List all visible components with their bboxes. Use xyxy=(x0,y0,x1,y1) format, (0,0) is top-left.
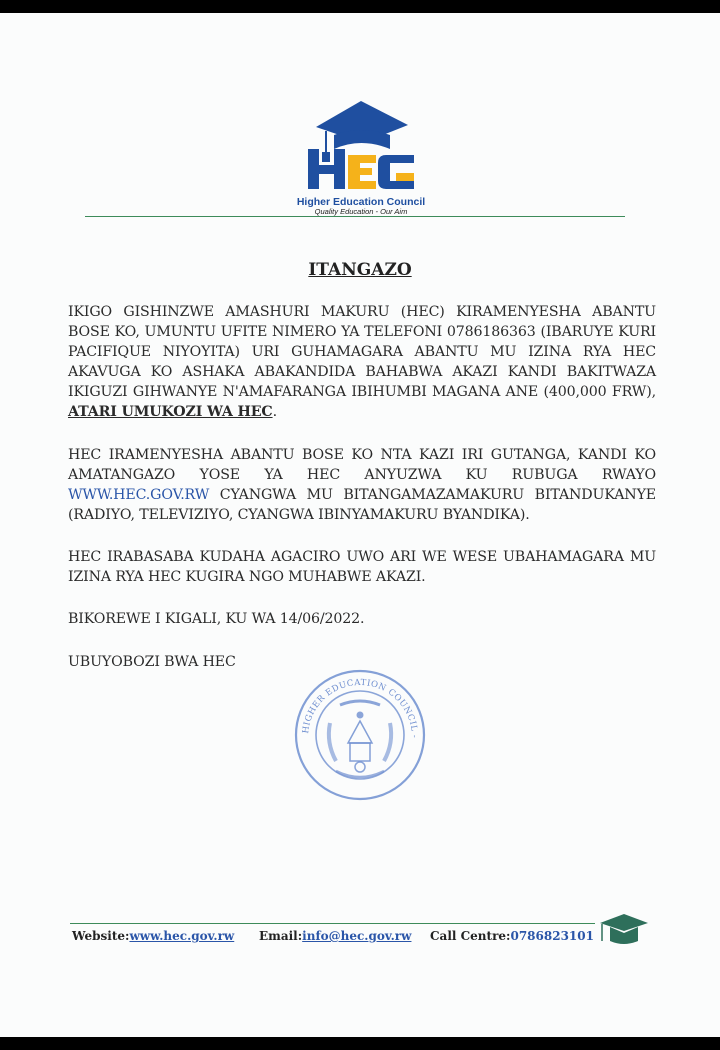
place-date: BIKOREWE I KIGALI, KU WA 14/06/2022. xyxy=(68,611,365,627)
paragraph-1-end: . xyxy=(272,404,277,420)
header-divider xyxy=(85,216,625,217)
paragraph-2-before: HEC IRAMENYESHA ABANTU BOSE KO NTA KAZI IRI GUTANGA, KANDI KO AMATANGAZO YOSE YA HEC ANYUZWA KU RUBUGA RWAYO xyxy=(68,447,656,483)
website-link-inline[interactable]: WWW.HEC.GOV.RW xyxy=(68,487,210,503)
organization-name: Higher Education Council xyxy=(296,196,426,208)
graduation-cap-icon xyxy=(596,911,650,947)
organization-tagline: Quality Education - Our Aim xyxy=(314,207,408,216)
document-title: ITANGAZO xyxy=(308,260,412,280)
hec-logo xyxy=(286,97,436,222)
signatory: UBUYOBOZI BWA HEC xyxy=(68,654,236,670)
paragraph-3: HEC IRABASABA KUDAHA AGACIRO UWO ARI WE WESE UBAHAMAGARA MU IZINA RYA HEC KUGIRA NGO MUHABWE AKAZI. xyxy=(68,549,656,585)
paragraph-1 xyxy=(68,302,656,422)
website-label: Website: xyxy=(72,929,130,943)
call-centre-label: Call Centre: xyxy=(430,929,511,943)
footer-call-centre xyxy=(430,929,594,943)
official-stamp xyxy=(286,663,434,803)
paragraph-1-text: IKIGO GISHINZWE AMASHURI MAKURU (HEC) KIRAMENYESHA ABANTU BOSE KO, UMUNTU UFITE NIMERO YA TELEFONI 0786186363 (IBARUYE KURI PACIFIQUE NIYOYITA) URI GUHAMAGARA ABANTU MU IZINA RYA HEC AKAVUGA KO ASHAKA ABAKANDIDA BAHABWA AKAZI KANDI BAKITWAZA IKIGUZI GIHWANYE N'AMAFARANGA IBIHUMBI MAGANA ANE (400,000 FRW), xyxy=(68,304,656,400)
footer-email xyxy=(259,929,411,943)
email-label: Email: xyxy=(259,929,303,943)
document-page xyxy=(0,13,720,1037)
graduation-cap-logo-icon xyxy=(286,97,436,195)
website-link[interactable]: www.hec.gov.rw xyxy=(129,929,235,943)
stamp-text: HIGHER EDUCATION COUNCIL - xyxy=(301,677,420,739)
email-link[interactable]: info@hec.gov.rw xyxy=(302,929,412,943)
paragraph-2 xyxy=(68,445,656,525)
paragraph-2-after: CYANGWA MU BITANGAMAZAMAKURU BITANDUKANYE (RADIYO, TELEVIZIYO, CYANGWA IBINYAMAKURU BYANDIKA). xyxy=(68,487,656,523)
paragraph-1-emphasis: ATARI UMUKOZI WA HEC xyxy=(68,404,273,420)
footer-divider xyxy=(70,923,595,924)
seal-icon xyxy=(286,663,434,803)
call-centre-number: 0786823101 xyxy=(510,929,594,943)
footer-website xyxy=(72,929,234,943)
